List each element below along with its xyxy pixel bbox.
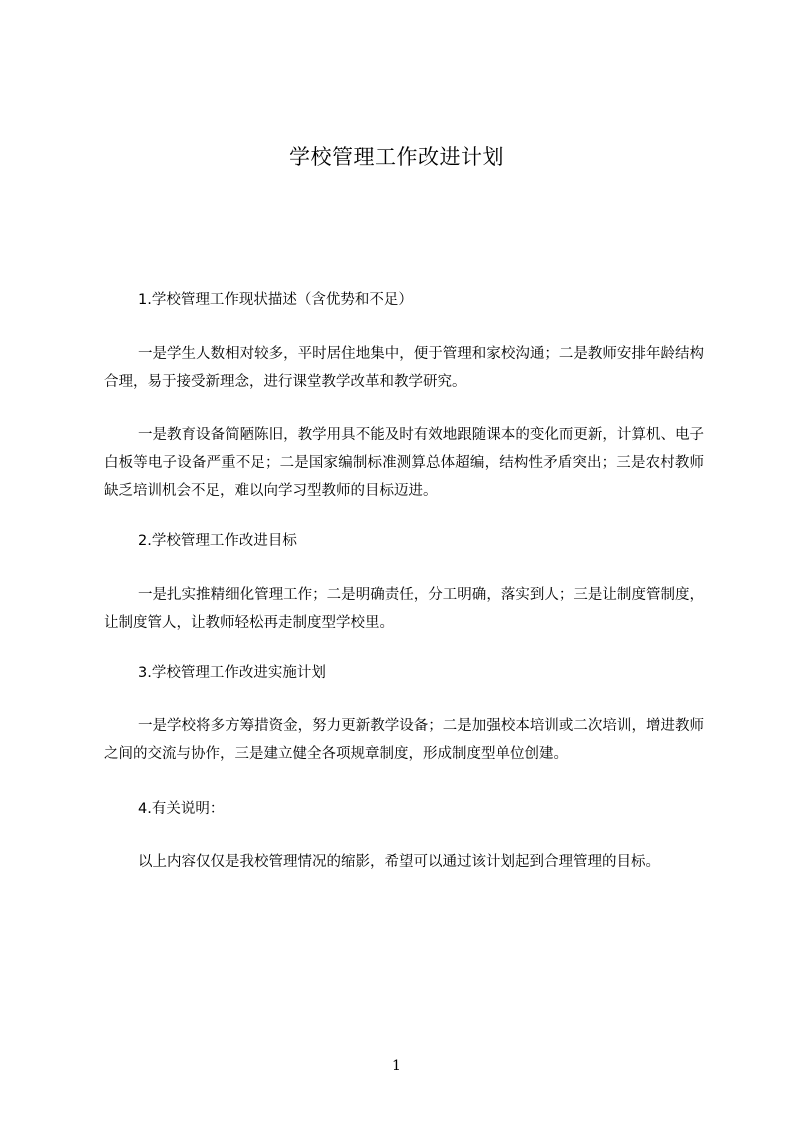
section-heading-1: 1.学校管理工作现状描述（含优势和不足） (138, 292, 413, 308)
section-2-paragraph-1: 一是扎实推精细化管理工作；二是明确责任，分工明确，落实到人；三是让制度管制度，让制度管人，让教师轻松再走制度型学校里。 (104, 587, 704, 631)
section-4-paragraph-1: 以上内容仅仅是我校管理情况的缩影，希望可以通过该计划起到合理管理的目标。 (138, 854, 660, 870)
section-heading-4: 4.有关说明： (138, 801, 225, 817)
section-heading-2: 2.学校管理工作改进目标 (138, 533, 297, 549)
section-1-paragraph-1: 一是学生人数相对较多，平时居住地集中，便于管理和家校沟通；二是教师安排年龄结构合理，易于接受新理念，进行课堂教学改革和教学研究。 (104, 346, 704, 390)
document-title: 学校管理工作改进计划 (289, 145, 504, 169)
page-number: 1 (392, 1058, 401, 1074)
section-3-paragraph-1: 一是学校将多方筹措资金，努力更新教学设备；二是加强校本培训或二次培训，增进教师之间的交流与协作，三是建立健全各项规章制度，形成制度型单位创建。 (104, 718, 704, 762)
section-heading-3: 3.学校管理工作改进实施计划 (138, 665, 326, 681)
section-1-paragraph-2: 一是教育设备简陋陈旧，教学用具不能及时有效地跟随课本的变化而更新，计算机、电子白板等电子设备严重不足；二是国家编制标准测算总体超编，结构性矛盾突出；三是农村教师缺乏培训机会不足，难以向学习型教师的目标迈进。 (104, 427, 704, 499)
